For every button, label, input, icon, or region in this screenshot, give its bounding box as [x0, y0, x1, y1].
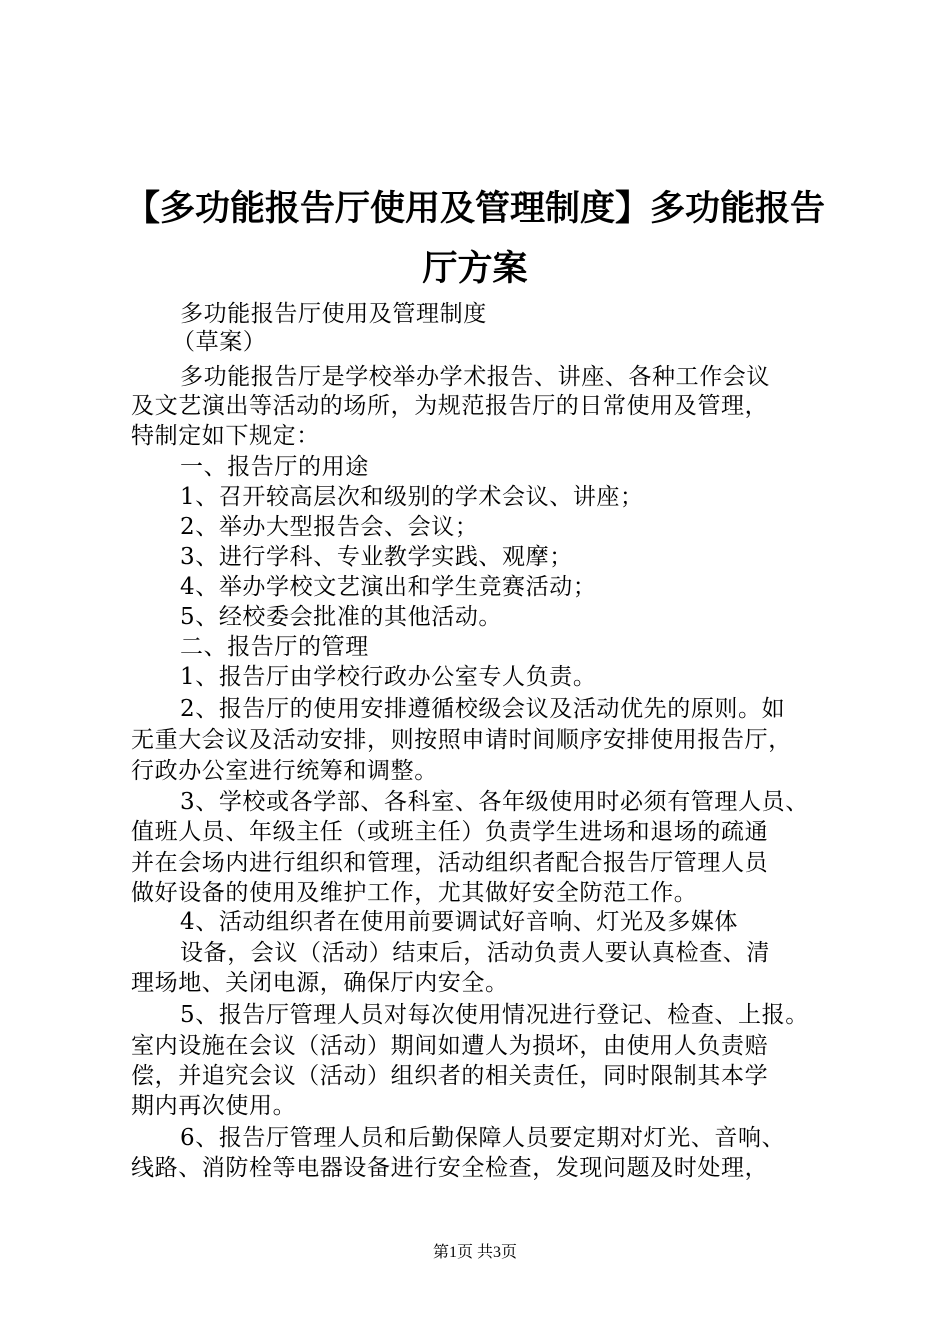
- section-heading: 二、报告厅的管理: [180, 634, 369, 660]
- document-title-line-2: 厅方案: [422, 248, 528, 289]
- list-item: 4、举办学校文艺演出和学生竞赛活动；: [180, 574, 597, 600]
- list-item: 5、经校委会批准的其他活动。: [180, 604, 503, 630]
- body-line: 室内设施在会议（活动）期间如遭人为损坏，由使用人负责赔: [131, 1033, 769, 1059]
- draft-note: （草案）: [172, 329, 267, 355]
- document-title-line-1: 【多功能报告厅使用及管理制度】多功能报告: [124, 188, 825, 229]
- section-heading: 一、报告厅的用途: [180, 454, 369, 480]
- list-item: 1、报告厅由学校行政办公室专人负责。: [180, 664, 597, 690]
- page-footer: 第1页 共3页: [432, 1244, 517, 1261]
- body-line: 设备，会议（活动）结束后，活动负责人要认真检查、清: [180, 940, 770, 966]
- body-line: 期内再次使用。: [131, 1093, 297, 1119]
- body-line: 3、学校或各学部、各科室、各年级使用时必须有管理人员、: [180, 789, 809, 815]
- list-item: 3、进行学科、专业教学实践、观摩；: [180, 544, 573, 570]
- body-line: 做好设备的使用及维护工作，尤其做好安全防范工作。: [131, 880, 698, 906]
- body-line: 5、报告厅管理人员对每次使用情况进行登记、检查、上报。: [180, 1002, 809, 1028]
- body-line: 理场地、关闭电源，确保厅内安全。: [131, 970, 509, 996]
- body-line: 偿，并追究会议（活动）组织者的相关责任，同时限制其本学: [131, 1063, 769, 1089]
- body-line: 值班人员、年级主任（或班主任）负责学生进场和退场的疏通: [131, 819, 769, 845]
- body-line: 6、报告厅管理人员和后勤保障人员要定期对灯光、音响、: [180, 1125, 786, 1151]
- body-line: 特制定如下规定：: [131, 423, 320, 449]
- body-line: 2、报告厅的使用安排遵循校级会议及活动优先的原则。如: [180, 696, 786, 722]
- heading-line: 多功能报告厅使用及管理制度: [180, 301, 487, 327]
- body-line: 多功能报告厅是学校举办学术报告、讲座、各种工作会议: [180, 364, 770, 390]
- body-line: 行政办公室进行统筹和调整。: [131, 758, 438, 784]
- body-line: 4、活动组织者在使用前要调试好音响、灯光及多媒体: [180, 909, 739, 935]
- list-item: 1、召开较高层次和级别的学术会议、讲座；: [180, 484, 644, 510]
- body-line: 线路、消防栓等电器设备进行安全检查，发现问题及时处理，: [131, 1155, 769, 1181]
- list-item: 2、举办大型报告会、会议；: [180, 514, 479, 540]
- body-line: 无重大会议及活动安排，则按照申请时间顺序安排使用报告厅，: [131, 727, 792, 753]
- body-line: 及文艺演出等活动的场所，为规范报告厅的日常使用及管理，: [131, 393, 769, 419]
- body-line: 并在会场内进行组织和管理，活动组织者配合报告厅管理人员: [131, 850, 769, 876]
